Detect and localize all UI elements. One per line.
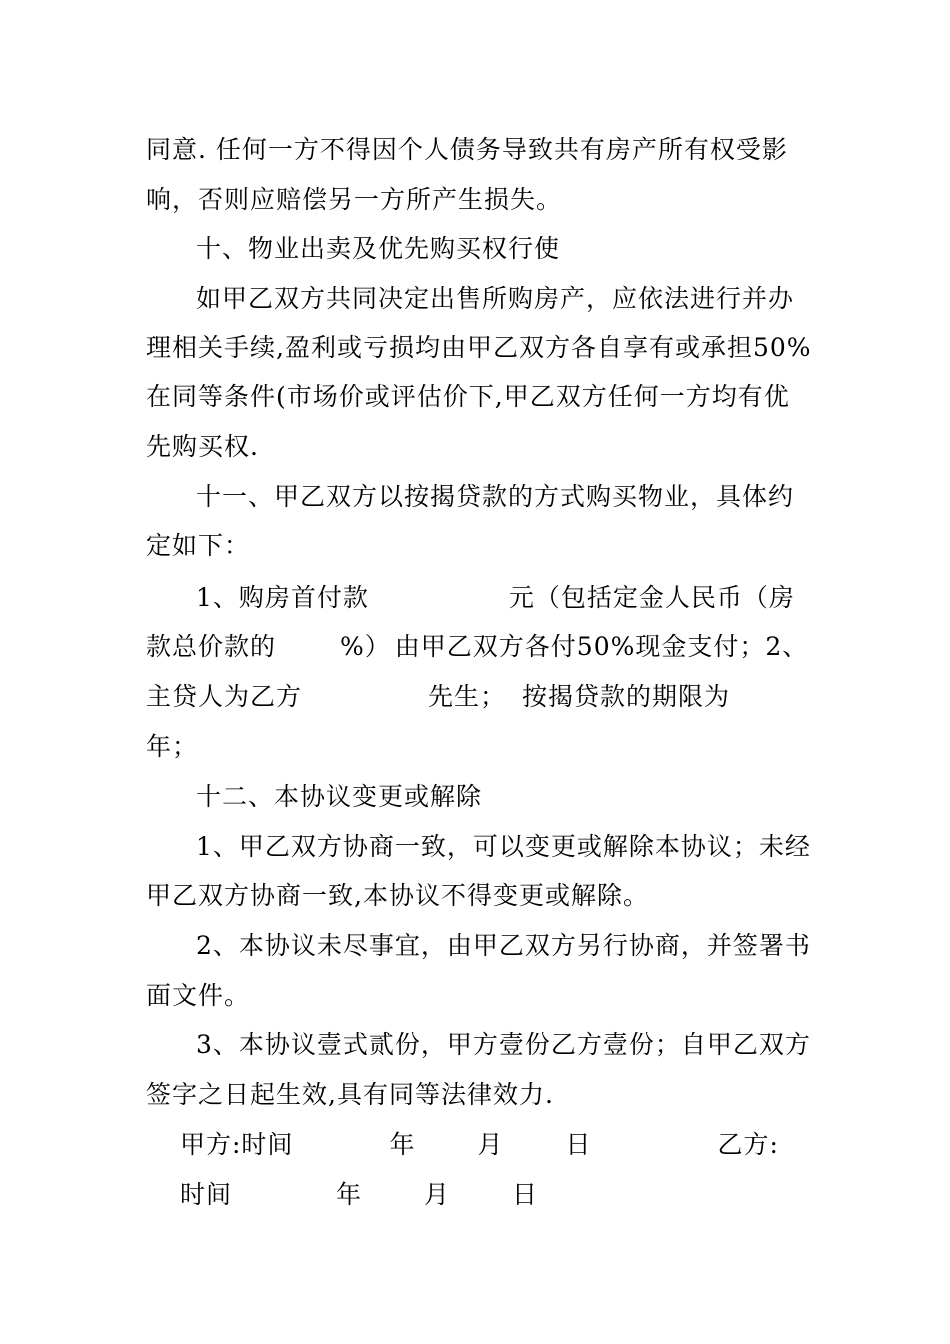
signature-line-time <box>180 1180 538 1210</box>
year-label: 年 <box>336 1180 363 1209</box>
section-heading-12: 十二、本协议变更或解除 <box>196 782 483 811</box>
month-label: 月 <box>477 1130 504 1159</box>
day-label: 日 <box>565 1130 592 1159</box>
text-line: 响，否则应赔偿另一方所产生损失。 <box>146 185 563 214</box>
day-label: 日 <box>512 1180 539 1209</box>
text-line: 先购买权. <box>146 432 259 461</box>
party-a-label: 甲方:时间 <box>180 1130 294 1159</box>
text-line: 在同等条件(市场价或评估价下,甲乙双方任何一方均有优 <box>146 382 790 411</box>
text-segment: 元（包括定金人民币（房 <box>508 583 795 612</box>
text-line <box>146 682 730 712</box>
year-label: 年 <box>389 1130 416 1159</box>
text-segment: 1、购房首付款 <box>196 583 369 612</box>
text-segment: 先生； <box>428 682 507 711</box>
time-label: 时间 <box>180 1180 233 1209</box>
text-line: 甲乙双方协商一致,本协议不得变更或解除。 <box>146 881 649 910</box>
text-line: 2、本协议未尽事宜，由甲乙双方另行协商，并签署书 <box>196 931 811 960</box>
text-segment: 款总价款的 <box>146 632 277 661</box>
text-line: 1、甲乙双方协商一致，可以变更或解除本协议；未经 <box>196 832 811 861</box>
signature-line-party-a <box>180 1130 779 1160</box>
text-line: 定如下： <box>146 531 251 560</box>
section-heading-11: 十一、甲乙双方以按揭贷款的方式购买物业，具体约 <box>196 482 795 511</box>
text-line: 理相关手续,盈利或亏损均由甲乙双方各自享有或承担50% <box>146 333 812 362</box>
text-line: 同意. 任何一方不得因个人债务导致共有房产所有权受影 <box>146 135 788 164</box>
month-label: 月 <box>424 1180 451 1209</box>
text-line <box>196 583 795 613</box>
text-segment: %） <box>340 632 391 661</box>
party-b-label: 乙方: <box>717 1130 779 1159</box>
text-segment: 由甲乙双方各付50%现金支付；2、 <box>394 632 809 661</box>
text-line <box>146 632 808 662</box>
text-segment: 按揭贷款的期限为 <box>522 682 731 711</box>
section-heading-10: 十、物业出卖及优先购买权行使 <box>196 234 561 263</box>
text-segment: 主贷人为乙方 <box>146 682 303 711</box>
text-line: 签字之日起生效,具有同等法律效力. <box>146 1080 554 1109</box>
text-line: 年； <box>146 732 199 761</box>
text-line: 面文件。 <box>146 981 251 1010</box>
text-line: 3、本协议壹式贰份，甲方壹份乙方壹份；自甲乙双方 <box>196 1030 811 1059</box>
text-line: 如甲乙双方共同决定出售所购房产，应依法进行并办 <box>196 284 795 313</box>
